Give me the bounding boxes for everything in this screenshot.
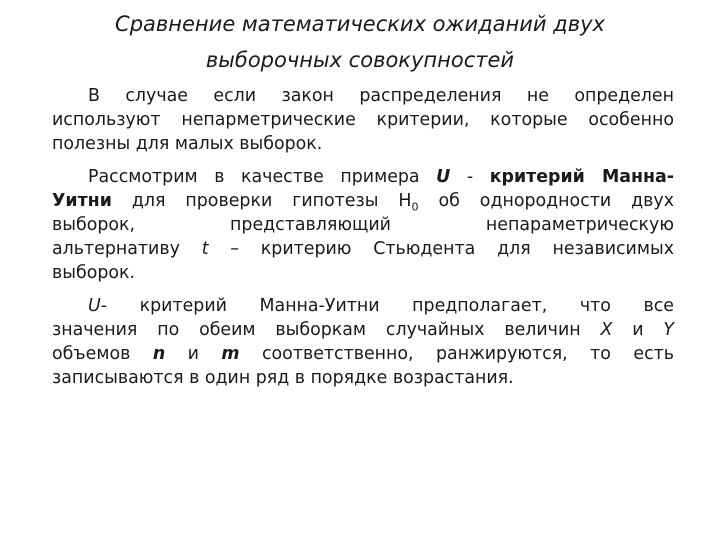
p3-text: значения по обеим выборкам случайных величин — [52, 319, 601, 340]
paragraph-3 — [52, 294, 674, 391]
y-symbol: Y — [663, 319, 675, 340]
x-symbol: X — [600, 319, 613, 340]
p3-text: объемов — [52, 344, 153, 365]
p1-line-2: используют непарметрические критерии, которые особенно — [52, 110, 674, 131]
paragraph-1 — [52, 84, 674, 157]
p2-text: для проверки гипотезы H — [111, 190, 412, 211]
paragraph-2 — [52, 165, 674, 286]
test-name-bold: критерий Манна- — [489, 166, 674, 187]
slide-title — [60, 6, 660, 78]
p2-text: об однородности двух — [418, 190, 675, 211]
p1-line-1: В случае если закон распределения не определен — [88, 86, 674, 106]
p3-line-2 — [52, 318, 674, 342]
p2-text: – критерию Стьюдента для независимых — [208, 239, 674, 260]
u-symbol: U — [436, 166, 451, 187]
p3-line-3 — [52, 342, 674, 366]
p2-text: альтернативу — [52, 239, 202, 260]
u-symbol: U — [88, 295, 101, 316]
p1-line-3: полезны для малых выборок. — [52, 134, 323, 155]
m-symbol: m — [221, 344, 240, 365]
p2-line-1 — [52, 165, 674, 189]
p2-text: Рассмотрим в качестве примера — [88, 166, 437, 187]
n-symbol: n — [152, 344, 166, 365]
test-name-bold: Уитни — [52, 190, 112, 211]
title-line-2: выборочных совокупностей — [205, 48, 515, 72]
p2-line-3: выборок, представляющий непараметрическую — [52, 215, 674, 236]
p2-line-4 — [52, 237, 674, 261]
p3-line-4: записываются в один ряд в порядке возрастания. — [52, 368, 514, 389]
p2-line-5: выборок. — [52, 263, 136, 284]
p3-text: - критерий Манна-Уитни предполагает, что все — [100, 295, 674, 316]
h0-subscript: 0 — [411, 200, 419, 214]
slide-body — [52, 84, 674, 398]
t-symbol: t — [201, 239, 209, 260]
p3-text: и — [165, 344, 222, 365]
p3-text: и — [612, 319, 664, 340]
p2-line-2 — [52, 189, 674, 213]
p3-text: соответственно, ранжируются, то есть — [239, 344, 675, 365]
title-line-1: Сравнение математических ожиданий двух — [115, 12, 605, 36]
p3-line-1 — [52, 294, 674, 318]
p2-text: - — [450, 166, 490, 187]
